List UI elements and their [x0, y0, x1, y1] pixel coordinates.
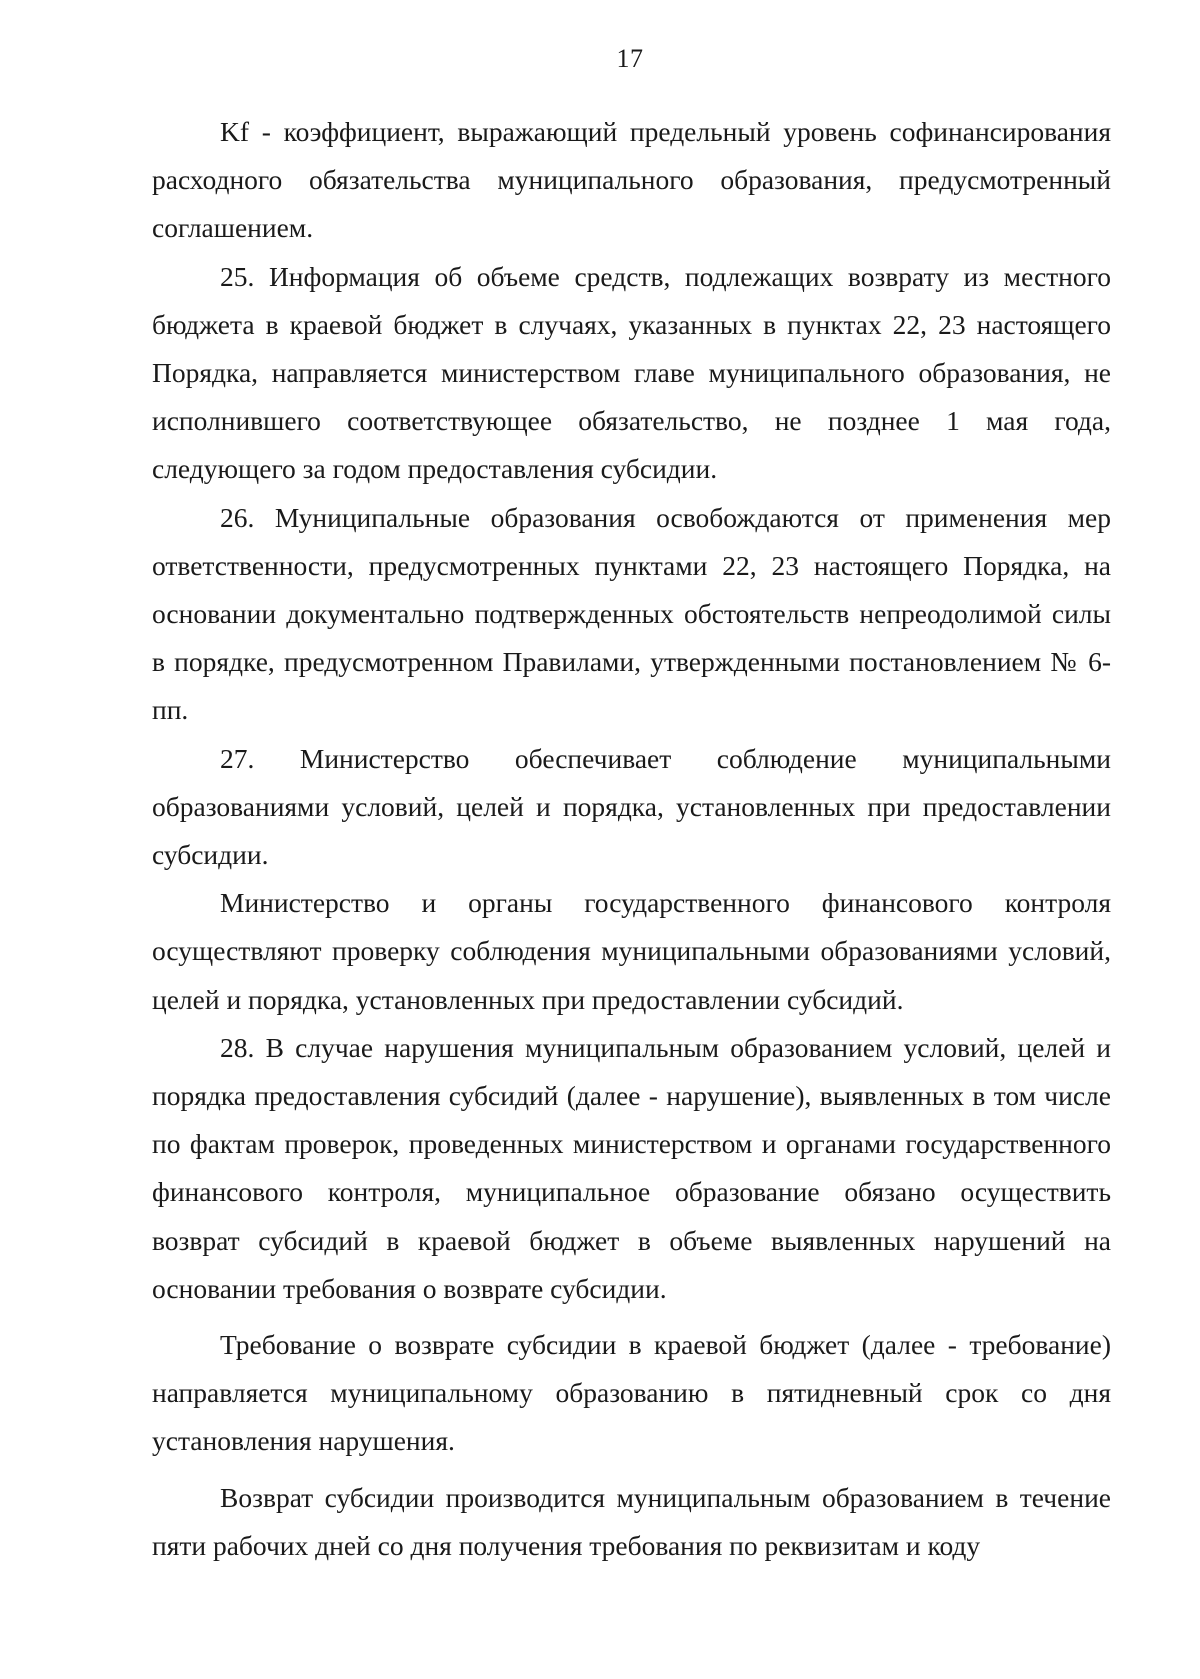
paragraph-kf-coefficient: Kf - коэффициент, выражающий предельный уровень софинансирования расходного обязательства муниципального образования, предусмотренный соглашением. [152, 116, 1111, 244]
paragraph-26: 26. Муниципальные образования освобождаются от применения мер ответственности, предусмотренных пунктами 22, 23 настоящего Порядка, на основании документально подтвержденных обстоятельств непреодолимой силы в порядке, предусмотренном Правилами, утвержденными постановлением № 6-пп. [152, 501, 1111, 726]
document-body [152, 108, 1111, 1570]
paragraph-25: 25. Информация об объеме средств, подлежащих возврату из местного бюджета в краевой бюджет в случаях, указанных в пунктах 22, 23 настоящего Порядка, направляется министерством главе муниципального образования, не исполнившего соответствующее обязательство, не позднее 1 мая года, следующего за годом предоставления субсидии. [152, 260, 1111, 485]
paragraph-27: 27. Министерство обеспечивает соблюдение муниципальными образованиями условий, целей и порядка, установленных при предоставлении субсидии. [152, 742, 1111, 871]
page-number: 17 [616, 44, 644, 73]
paragraph-28-demand: Требование о возврате субсидии в краевой бюджет (далее - требование) направляется муниципальному образованию в пятидневный срок со дня установления нарушения. [152, 1329, 1111, 1457]
paragraph-28-return: Возврат субсидии производится муниципальным образованием в течение пяти рабочих дней со дня получения требования по реквизитам и коду [152, 1481, 1111, 1561]
paragraph-27-control: Министерство и органы государственного финансового контроля осуществляют проверку соблюдения муниципальными образованиями условий, целей и порядка, установленных при предоставлении субсидий. [152, 887, 1111, 1015]
paragraph-28: 28. В случае нарушения муниципальным образованием условий, целей и порядка предоставления субсидий (далее - нарушение), выявленных в том числе по фактам проверок, проведенных министерством и органами государственного финансового контроля, муниципальное образование обязано осуществить возврат субсидий в краевой бюджет в объеме выявленных нарушений на основании требования о возврате субсидии. [152, 1031, 1111, 1304]
